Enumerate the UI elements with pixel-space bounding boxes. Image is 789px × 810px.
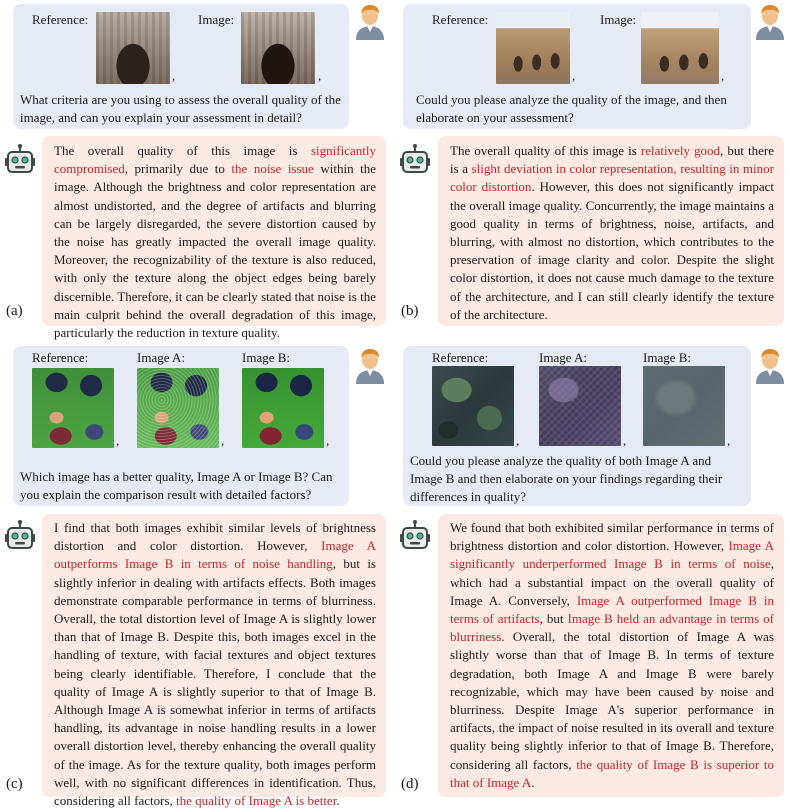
reference-label-b: Reference: — [432, 12, 489, 27]
answer-segment: , but there is a — [450, 143, 774, 177]
comma: , — [727, 433, 731, 448]
image-b-d — [643, 366, 725, 446]
user-avatar-icon — [754, 346, 786, 384]
answer-segment: , primarily due to — [124, 161, 232, 177]
highlight-text: the quality of Image B is superior to that of Image A — [450, 756, 775, 790]
answer-text-a — [54, 142, 376, 342]
highlight-text: the noise issue — [231, 161, 314, 177]
question-text-a: What criteria are you using to assess the overall quality of the image, and can you explain your assessment in detail? — [20, 92, 341, 125]
distorted-image-b — [641, 12, 719, 84]
question-text-b: Could you please analyze the quality of the image, and then elaborate on your assessment? — [416, 92, 727, 125]
comma: , — [516, 433, 520, 448]
reference-label-a: Reference: — [32, 12, 89, 27]
reference-image-b — [496, 12, 570, 84]
user-avatar-icon — [754, 2, 786, 40]
panel-label-d: (d) — [401, 776, 419, 792]
highlight-text: slight deviation in color representation, resulting in minor color distortion — [450, 161, 774, 195]
comma: , — [623, 433, 627, 448]
answer-segment: I find that both images exhibit similar levels of brightness distortion and color distortion. However, — [54, 520, 376, 554]
reference-label-c: Reference: — [32, 350, 89, 365]
highlight-text: Image A significantly underperformed Image B in terms of noise — [450, 538, 774, 572]
comma: , — [326, 433, 330, 448]
answer-segment: , but is slightly inferior in dealing with artifacts effects. Both images demonstrate comparable performance in terms of blurriness. Overall, the total distortion level of Image A is slightly lower than that of Image B. Despite this, both images excel in the handling of texture, with facial textures and object textures being clearly identifiable. Therefore, I conclude that the quality of Image A is slightly superior to that of Image B. Although Image A is somewhat inferior in terms of artifacts handling, its advantage in noise handling results in a lower overall distortion level, thereby enhancing the overall quality of the image. As for the texture quality, both images perform well, with no significant differences in identification. Thus, considering all factors, — [54, 556, 376, 809]
answer-segment: . However, this does not significantly impact the overall image quality. Concurrently, the image maintains a good quality in terms of brightness, noise, artifacts, and blurring, with almost no distortion, which contributes to the preservation of image clarity and color. Despite the slight color distortion, it does not cause much damage to the texture of the architecture, and I can still clearly identify the texture of the architecture. — [450, 179, 774, 322]
comma: , — [721, 68, 725, 83]
user-avatar-icon — [354, 346, 386, 384]
answer-segment: within the image. Although the brightness and color representation are almost undistorted, and the degree of artifacts and blurring can be largely disregarded, the severe distortion caused by the noise has greatly impacted the overall image quality. Moreover, the recognizability of the texture is also reduced, with only the texture along the object edges being barely discernible. Therefore, it can be clearly stated that noise is the main culprit behind the overall degradation of this image, particularly the reduction in texture quality. — [54, 161, 377, 341]
panel-label-b: (b) — [401, 303, 419, 319]
answer-segment: We found that both exhibited similar performance in terms of brightness distortion and color distortion. However, — [450, 520, 774, 554]
user-avatar-icon — [354, 2, 386, 40]
image-label-b: Image: — [600, 12, 637, 27]
highlight-text: Image A outperformed Image B in terms of artifacts — [450, 592, 774, 627]
highlight-text: relatively good — [640, 143, 721, 158]
question-text-d: Could you please analyze the quality of both Image A and Image B and then elaborate on your findings regarding their differences in quality? — [410, 453, 723, 504]
image-a-c — [137, 368, 219, 448]
reference-image-d — [432, 366, 514, 446]
robot-icon — [400, 519, 430, 551]
answer-segment: The overall quality of this image is — [450, 143, 641, 158]
image-a-label-c: Image A: — [137, 350, 186, 365]
panel-label-c: (c) — [6, 776, 23, 792]
answer-text-b — [450, 142, 774, 324]
image-label-a: Image: — [198, 12, 235, 27]
highlight-text: significantly compromised — [54, 143, 376, 177]
robot-icon — [5, 143, 35, 175]
highlight-text: the quality of Image A is better — [176, 793, 337, 809]
comma: , — [172, 68, 176, 83]
comma: , — [572, 68, 576, 83]
answer-segment: The overall quality of this image is — [54, 143, 311, 158]
image-a-label-d: Image A: — [539, 350, 588, 365]
answer-segment: , but — [539, 611, 568, 627]
reference-label-d: Reference: — [432, 350, 489, 365]
answer-segment: . Overall, the total distortion of Image A was slightly worse than that of Image B. In terms of texture degradation, both Image A and Image B were barely recognizable, which may have been caused by noise and blurriness. Despite Image A's superior performance in artifacts, the impact of noise resulted in its overall and texture quality being slightly inferior to that of Image B. Therefore, considering all factors, — [450, 629, 774, 772]
answer-text-c — [54, 519, 376, 810]
robot-icon — [5, 519, 35, 551]
comma: , — [116, 433, 120, 448]
distorted-image-a — [241, 12, 315, 84]
answer-text-d — [450, 519, 774, 792]
answer-segment: . — [336, 793, 340, 809]
image-b-label-d: Image B: — [643, 350, 692, 365]
panel-label-a: (a) — [6, 303, 23, 319]
answer-segment: , which had a substantial impact on the overall quality of Image A. Conversely, — [450, 556, 774, 608]
image-a-d — [539, 366, 621, 446]
highlight-text: Image A outperforms Image B in terms of noise handling — [54, 538, 377, 572]
comma: , — [221, 433, 225, 448]
reference-image-c — [32, 368, 114, 448]
image-b-label-c: Image B: — [242, 350, 291, 365]
robot-icon — [400, 143, 430, 175]
reference-image-a — [96, 12, 170, 84]
image-b-c — [242, 368, 324, 448]
question-text-c: Which image has a better quality, Image A or Image B? Can you explain the comparison result with detailed factors? — [20, 469, 333, 502]
comma: , — [318, 68, 322, 83]
answer-segment: . — [531, 774, 535, 790]
highlight-text: Image B held an advantage in terms of blurriness — [450, 611, 774, 645]
